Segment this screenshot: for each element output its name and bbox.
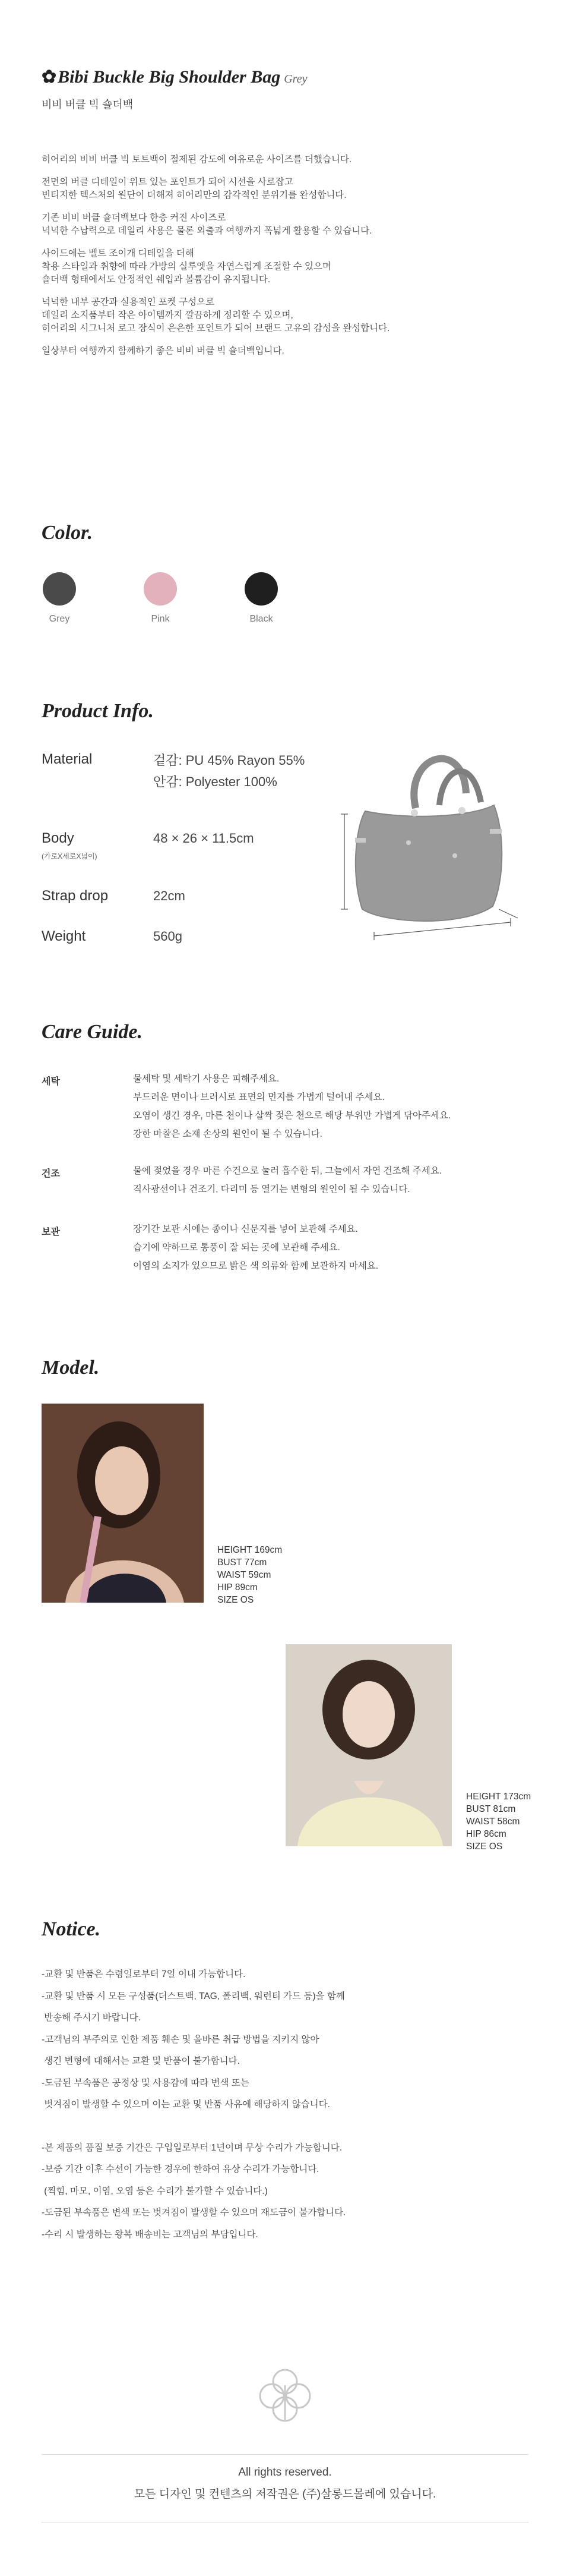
notice-line: -본 제품의 품질 보증 기간은 구입일로부터 1년이며 무상 수리가 가능합니다. bbox=[42, 2142, 343, 2153]
body-value: 48 × 26 × 11.5cm bbox=[153, 831, 254, 846]
description-line: 히어리의 시그니처 로고 장식이 은은한 포인트가 되어 브랜드 고유의 감성을 완성합니다. bbox=[42, 323, 390, 333]
product-color-label: Grey bbox=[284, 72, 308, 86]
swatch-label: Grey bbox=[49, 614, 70, 624]
care-line: 장기간 보관 시에는 종이나 신문지를 넣어 보관해 주세요. bbox=[133, 1224, 358, 1234]
notice-line: 생긴 변형에 대해서는 교환 및 반품이 불가합니다. bbox=[42, 2056, 240, 2066]
description-paragraph bbox=[42, 176, 540, 202]
model-photo-2 bbox=[286, 1644, 452, 1846]
description-paragraph bbox=[42, 345, 540, 358]
product-title bbox=[42, 67, 307, 87]
material-label: Material bbox=[42, 751, 93, 767]
material-line: 겉감: PU 45% Rayon 55% bbox=[153, 753, 305, 768]
description-line: 넉넉한 내부 공간과 실용적인 포켓 구성으로 bbox=[42, 297, 215, 307]
color-swatch-black[interactable] bbox=[238, 572, 285, 625]
weight-value: 560g bbox=[153, 929, 182, 944]
care-dry-label: 건조 bbox=[42, 1169, 60, 1179]
strap-drop-value: 22cm bbox=[153, 888, 185, 903]
care-line: 강한 마찰은 소재 손상의 원인이 될 수 있습니다. bbox=[133, 1129, 322, 1139]
model-stat: HEIGHT 173cm bbox=[466, 1792, 531, 1802]
description-line: 일상부터 여행까지 함께하기 좋은 비비 버클 빅 숄더백입니다. bbox=[42, 346, 284, 356]
model-stat: SIZE OS bbox=[217, 1595, 254, 1605]
description-line: 전면의 버클 디테일이 위트 있는 포인트가 되어 시선을 사로잡고 bbox=[42, 177, 293, 187]
bag-side-belt bbox=[490, 829, 502, 834]
notice-line: 반송해 주시기 바랍니다. bbox=[42, 2013, 141, 2023]
body-label: Body bbox=[42, 830, 74, 846]
notice-line: -도금된 부속품은 변색 또는 벗겨짐이 발생할 수 있으며 재도금이 불가합니다. bbox=[42, 2208, 346, 2218]
product-description bbox=[42, 153, 540, 367]
description-line: 착용 스타일과 취향에 따라 가방의 실루엣을 자연스럽게 조절할 수 있으며 bbox=[42, 261, 331, 272]
swatch-circle bbox=[43, 572, 76, 606]
bag-logo bbox=[406, 840, 411, 845]
model-stat: SIZE OS bbox=[466, 1842, 503, 1852]
care-wash-label: 세탁 bbox=[42, 1077, 60, 1087]
model-stat: WAIST 58cm bbox=[466, 1817, 520, 1827]
model-1-stats bbox=[217, 1544, 282, 1606]
care-line: 오염이 생긴 경우, 마른 천이나 살짝 젖은 천으로 해당 부위만 가볍게 닦아주세요. bbox=[133, 1111, 451, 1121]
care-line: 물세탁 및 세탁기 사용은 피해주세요. bbox=[133, 1074, 280, 1084]
bag-logo bbox=[452, 853, 457, 858]
notice-line: -교환 및 반품 시 모든 구성품(더스트백, TAG, 폴리백, 워런티 가드 등)을 함께 bbox=[42, 1991, 345, 2001]
care-wash-text bbox=[133, 1070, 451, 1143]
brand-logo-icon bbox=[255, 2365, 315, 2424]
footer-divider-bottom bbox=[42, 2522, 528, 2523]
swatch-label: Pink bbox=[151, 614, 170, 624]
strap-drop-label: Strap drop bbox=[42, 888, 109, 904]
description-paragraph bbox=[42, 212, 540, 238]
material-line: 안감: Polyester 100% bbox=[153, 774, 277, 789]
care-guide-title: Care Guide. bbox=[42, 1021, 142, 1043]
model-section-title: Model. bbox=[42, 1357, 100, 1379]
model-stat: WAIST 59cm bbox=[217, 1570, 271, 1580]
notice-line: -수리 시 발생하는 왕복 배송비는 고객님의 부담입니다. bbox=[42, 2229, 258, 2240]
depth-dimension-line bbox=[499, 909, 518, 918]
bag-body bbox=[356, 805, 502, 921]
model-stat: HIP 89cm bbox=[217, 1582, 258, 1593]
model-photo-1 bbox=[42, 1404, 204, 1603]
description-line: 히어리의 비비 버클 빅 토트백이 절제된 감도에 여유로운 사이즈를 더했습니다. bbox=[42, 155, 352, 165]
model-2-stats bbox=[466, 1790, 531, 1853]
description-line: 숄더백 형태에서도 안정적인 쉐입과 볼륨감이 유지됩니다. bbox=[42, 275, 271, 285]
color-swatch-pink[interactable] bbox=[137, 572, 184, 625]
description-paragraph bbox=[42, 296, 540, 335]
bag-buckle bbox=[411, 809, 418, 816]
care-line: 부드러운 면이나 브러시로 표면의 먼지를 가볍게 털어내 주세요. bbox=[133, 1092, 385, 1102]
notice-title: Notice. bbox=[42, 1918, 101, 1940]
model-face bbox=[95, 1446, 148, 1515]
material-value bbox=[153, 750, 305, 793]
flower-icon: ✿ bbox=[42, 67, 57, 87]
swatch-circle bbox=[245, 572, 278, 606]
bag-dimension-illustration bbox=[338, 737, 540, 951]
description-paragraph bbox=[42, 153, 540, 166]
model-stat: BUST 81cm bbox=[466, 1804, 516, 1814]
care-dry-text bbox=[133, 1162, 442, 1199]
width-dimension-line bbox=[374, 922, 511, 936]
care-line: 직사광선이나 건조기, 다리미 등 열기는 변형의 원인이 될 수 있습니다. bbox=[133, 1184, 410, 1194]
notice-line: -교환 및 반품은 수령일로부터 7일 이내 가능합니다. bbox=[42, 1969, 246, 1979]
product-info-title: Product Info. bbox=[42, 700, 154, 722]
swatch-circle bbox=[144, 572, 177, 606]
care-storage-label: 보관 bbox=[42, 1227, 60, 1237]
model-stat: BUST 77cm bbox=[217, 1557, 267, 1568]
bag-buckle bbox=[458, 807, 466, 814]
product-korean-name: 비비 버클 빅 숄더백 bbox=[42, 99, 134, 111]
notice-line: -고객님의 부주의로 인한 제품 훼손 및 올바른 취급 방법을 지키지 않아 bbox=[42, 2034, 319, 2045]
weight-label: Weight bbox=[42, 928, 86, 944]
notice-line: (찍힘, 마모, 이염, 오염 등은 수리가 불가할 수 있습니다.) bbox=[42, 2186, 268, 2196]
description-line: 사이드에는 벨트 조이개 디테일을 더해 bbox=[42, 248, 194, 258]
swatch-label: Black bbox=[249, 614, 273, 624]
description-paragraph bbox=[42, 247, 540, 286]
product-title-text: Bibi Buckle Big Shoulder Bag bbox=[58, 67, 281, 87]
model-face bbox=[343, 1681, 395, 1748]
notice-text bbox=[42, 1964, 346, 2246]
model-stat: HEIGHT 169cm bbox=[217, 1545, 283, 1555]
description-line: 넉넉한 수납력으로 데일리 사용은 물론 외출과 여행까지 폭넓게 활용할 수 있습니다. bbox=[42, 226, 372, 236]
description-line: 기존 비비 버클 숄더백보다 한층 커진 사이즈로 bbox=[42, 213, 226, 223]
notice-line: 벗겨짐이 발생할 수 있으며 이는 교환 및 반품 사유에 해당하지 않습니다. bbox=[42, 2099, 330, 2110]
body-sub-label: (가로X세로X넓이) bbox=[42, 852, 97, 860]
notice-line: -보증 기간 이후 수선이 가능한 경우에 한하여 유상 수리가 가능합니다. bbox=[42, 2164, 319, 2174]
care-line: 습기에 약하므로 통풍이 잘 되는 곳에 보관해 주세요. bbox=[133, 1243, 340, 1253]
care-storage-text bbox=[133, 1220, 378, 1275]
footer-copyright: 모든 디자인 및 컨텐츠의 저작권은 (주)살롱드몰레에 있습니다. bbox=[134, 2488, 436, 2501]
notice-line bbox=[42, 2116, 346, 2137]
description-line: 빈티지한 텍스처의 원단이 더해져 히어리만의 감각적인 분위기를 완성합니다. bbox=[42, 190, 347, 200]
bag-side-belt bbox=[355, 838, 366, 843]
color-section-title: Color. bbox=[42, 522, 93, 544]
description-line: 데일리 소지품부터 작은 아이템까지 깔끔하게 정리할 수 있으며, bbox=[42, 310, 293, 320]
care-line: 이염의 소지가 있으므로 밝은 색 의류와 함께 보관하지 마세요. bbox=[133, 1261, 379, 1271]
footer-divider-top bbox=[42, 2454, 528, 2455]
model-stat: HIP 86cm bbox=[466, 1829, 506, 1839]
color-swatch-grey[interactable] bbox=[36, 572, 83, 625]
footer-rights: All rights reserved. bbox=[238, 2466, 332, 2479]
care-line: 물에 젖었을 경우 마른 수건으로 눌러 흡수한 뒤, 그늘에서 자연 건조해 주세요. bbox=[133, 1166, 442, 1176]
notice-line: -도금된 부속품은 공정상 및 사용감에 따라 변색 또는 bbox=[42, 2077, 249, 2088]
